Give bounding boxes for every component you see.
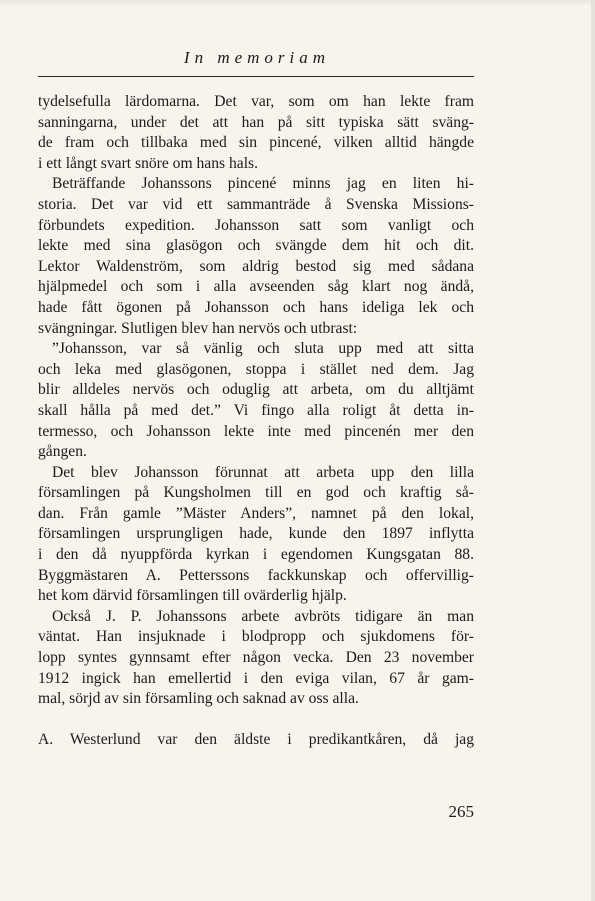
text-line: lekte med sina glasögon och svängde dem hit och dit. bbox=[38, 237, 474, 255]
text-line: lopp syntes gynnsamt efter någon vecka. Den 23 november bbox=[38, 649, 474, 667]
text-line: de fram och tillbaka med sin pincené, vilken alltid hängde bbox=[38, 134, 474, 152]
text-line: termesso, och Johansson lekte inte med pincenén mer den bbox=[38, 422, 474, 440]
body-text bbox=[38, 92, 474, 750]
text-line: tydelsefulla lärdomarna. Det var, som om han lekte fram bbox=[38, 93, 474, 110]
text-line: Lektor Waldenström, som aldrig bestod sig med sådana bbox=[38, 257, 474, 275]
text-line: svängningar. Slutligen blev han nervös och utbrast: bbox=[38, 319, 358, 337]
text-line: hade fått ögonen på Johansson och hans ideliga lek och bbox=[38, 298, 474, 316]
text-line: mal, sörjd av sin församling och saknad av oss alla. bbox=[38, 690, 359, 708]
text-line: Beträffande Johanssons pincené minns jag en liten hi- bbox=[52, 175, 474, 193]
text-line: skall hålla på med det.” Vi fingo alla roligt åt detta in- bbox=[38, 401, 474, 419]
page-right-edge bbox=[591, 0, 595, 901]
text-line: Det blev Johansson förunnat att arbeta upp den lilla bbox=[52, 463, 474, 481]
paragraph-gap bbox=[38, 710, 474, 730]
text-line: i ett långt svart snöre om hans hals. bbox=[38, 154, 259, 172]
text-line: het kom därvid församlingen till ovärderlig hjälp. bbox=[38, 587, 347, 605]
text-line: sanningarna, under det att han på sitt typiska sätt sväng- bbox=[38, 113, 474, 131]
text-line: blir alldeles nervös och oduglig att arbeta, om du alltjämt bbox=[38, 381, 474, 399]
page-top-shadow bbox=[0, 0, 595, 6]
text-line: gången. bbox=[38, 443, 87, 461]
text-line: A. Westerlund var den äldste i predikantkåren, då jag bbox=[38, 730, 474, 748]
text-line: Också J. P. Johanssons arbete avbröts tidigare än man bbox=[52, 607, 474, 625]
header-rule bbox=[38, 76, 474, 77]
text-line: församlingen ursprungligen hade, kunde den 1897 inflytta bbox=[38, 525, 474, 543]
text-line: i den då nyuppförda kyrkan i egendomen Kungsgatan 88. bbox=[38, 546, 474, 564]
text-line: dan. Från gamle ”Mäster Anders”, namnet på den lokal, bbox=[38, 504, 474, 522]
running-title: In memoriam bbox=[183, 48, 331, 67]
page-number: 265 bbox=[448, 802, 474, 821]
text-line: och leka med glasögonen, stoppa i stället ned dem. Jag bbox=[38, 360, 474, 378]
text-line: förbundets expedition. Johansson satt som vanligt och bbox=[38, 216, 474, 234]
text-line: 1912 ingick han emellertid i den eviga vilan, 67 år gam- bbox=[38, 669, 474, 687]
text-line: storia. Det var vid ett sammanträde å Svenska Missions- bbox=[38, 195, 474, 213]
text-line: ”Johansson, var så vänlig och sluta upp med att sitta bbox=[52, 340, 474, 358]
text-line: väntat. Han insjuknade i blodpropp och sjukdomens för- bbox=[38, 628, 474, 646]
text-line: Byggmästaren A. Petterssons fackkunskap och offervillig- bbox=[38, 566, 474, 584]
text-line: församlingen på Kungsholmen till en god och kraftig så- bbox=[38, 484, 474, 502]
text-line: hjälpmedel och som i alla avseenden såg klart nog ändå, bbox=[38, 278, 474, 296]
